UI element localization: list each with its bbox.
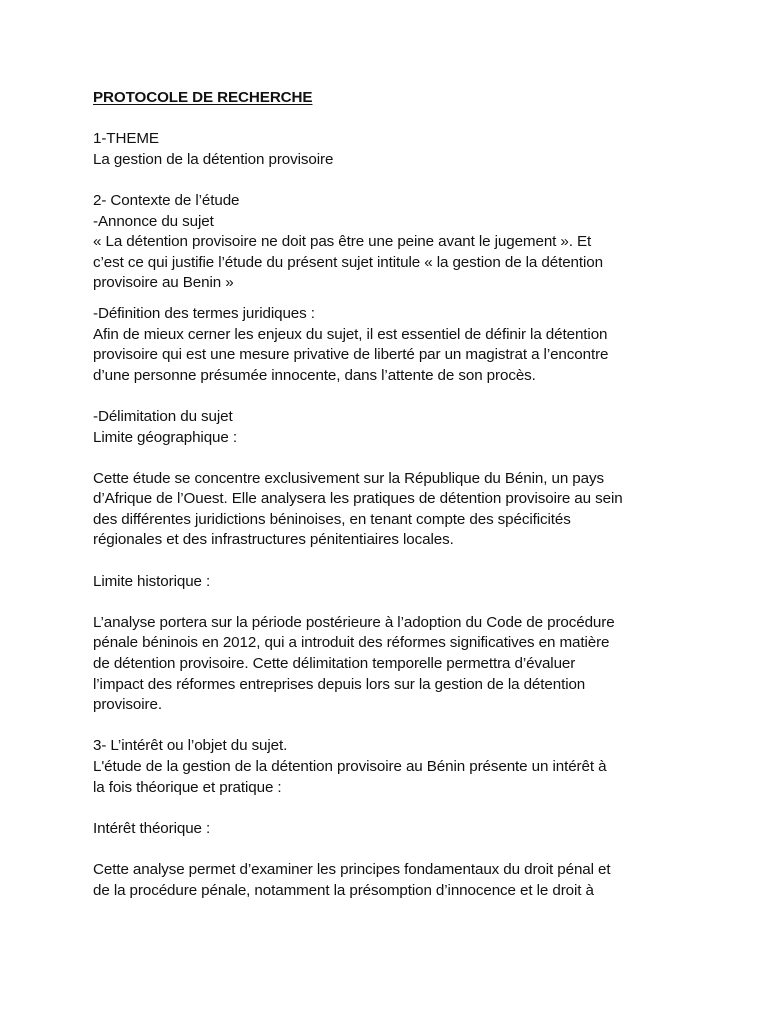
definition-text: Afin de mieux cerner les enjeux du sujet, il est essentiel de définir la détention provisoire qui est une mesure privative de liberté par un magistrat a l’encontre d’une personne présumée innocente, dans l’attente de son procès. (93, 325, 609, 384)
spacer (93, 839, 683, 860)
theme-text: La gestion de la détention provisoire (93, 150, 334, 168)
theme-heading: 1-THEME (93, 130, 159, 148)
hist-text: L’analyse portera sur la période postérieure à l’adoption du Code de procédure pénale béninois en 2012, qui a introduit des réformes significatives en matière de détention provisoire. Cette délimitation temporelle permettra d’évaluer l’impact des réformes entreprises depuis lors sur la gestion de la détention provisoire. (93, 613, 615, 714)
document-body (93, 88, 683, 901)
definition-heading: -Définition des termes juridiques : (93, 304, 315, 322)
spacer (93, 294, 683, 304)
spacer (93, 386, 683, 407)
spacer (93, 592, 683, 613)
interest-heading: 3- L’intérêt ou l’objet du sujet. (93, 737, 288, 755)
spacer (93, 448, 683, 469)
theory-heading: Intérêt théorique : (93, 819, 211, 837)
spacer (93, 109, 683, 130)
geo-text: Cette étude se concentre exclusivement sur la République du Bénin, un pays d’Afrique de l’Ouest. Elle analysera les pratiques de détention provisoire au sein des différentes juridictions béninoises, en tenant compte des spécificités régionales et des infrastructures pénitentiaires locales. (93, 469, 623, 549)
document-title: PROTOCOLE DE RECHERCHE (93, 89, 313, 106)
spacer (93, 716, 683, 737)
delimitation-heading: -Délimitation du sujet (93, 407, 233, 425)
context-heading: 2- Contexte de l’étude (93, 191, 240, 209)
spacer (93, 170, 683, 191)
announce-heading: -Annonce du sujet (93, 212, 214, 230)
spacer (93, 551, 683, 572)
theory-text: Cette analyse permet d’examiner les principes fondamentaux du droit pénal et de la procédure pénale, notamment la présomption d’innocence et le droit à (93, 860, 611, 899)
geo-heading: Limite géographique : (93, 428, 237, 446)
announce-text: « La détention provisoire ne doit pas être une peine avant le jugement ». Et c’est ce qui justifie l’étude du présent sujet intitule « la gestion de la détention provisoire au Benin » (93, 233, 603, 292)
interest-text: L'étude de la gestion de la détention provisoire au Bénin présente un intérêt à la fois théorique et pratique : (93, 758, 607, 796)
spacer (93, 798, 683, 819)
hist-heading: Limite historique : (93, 572, 211, 590)
